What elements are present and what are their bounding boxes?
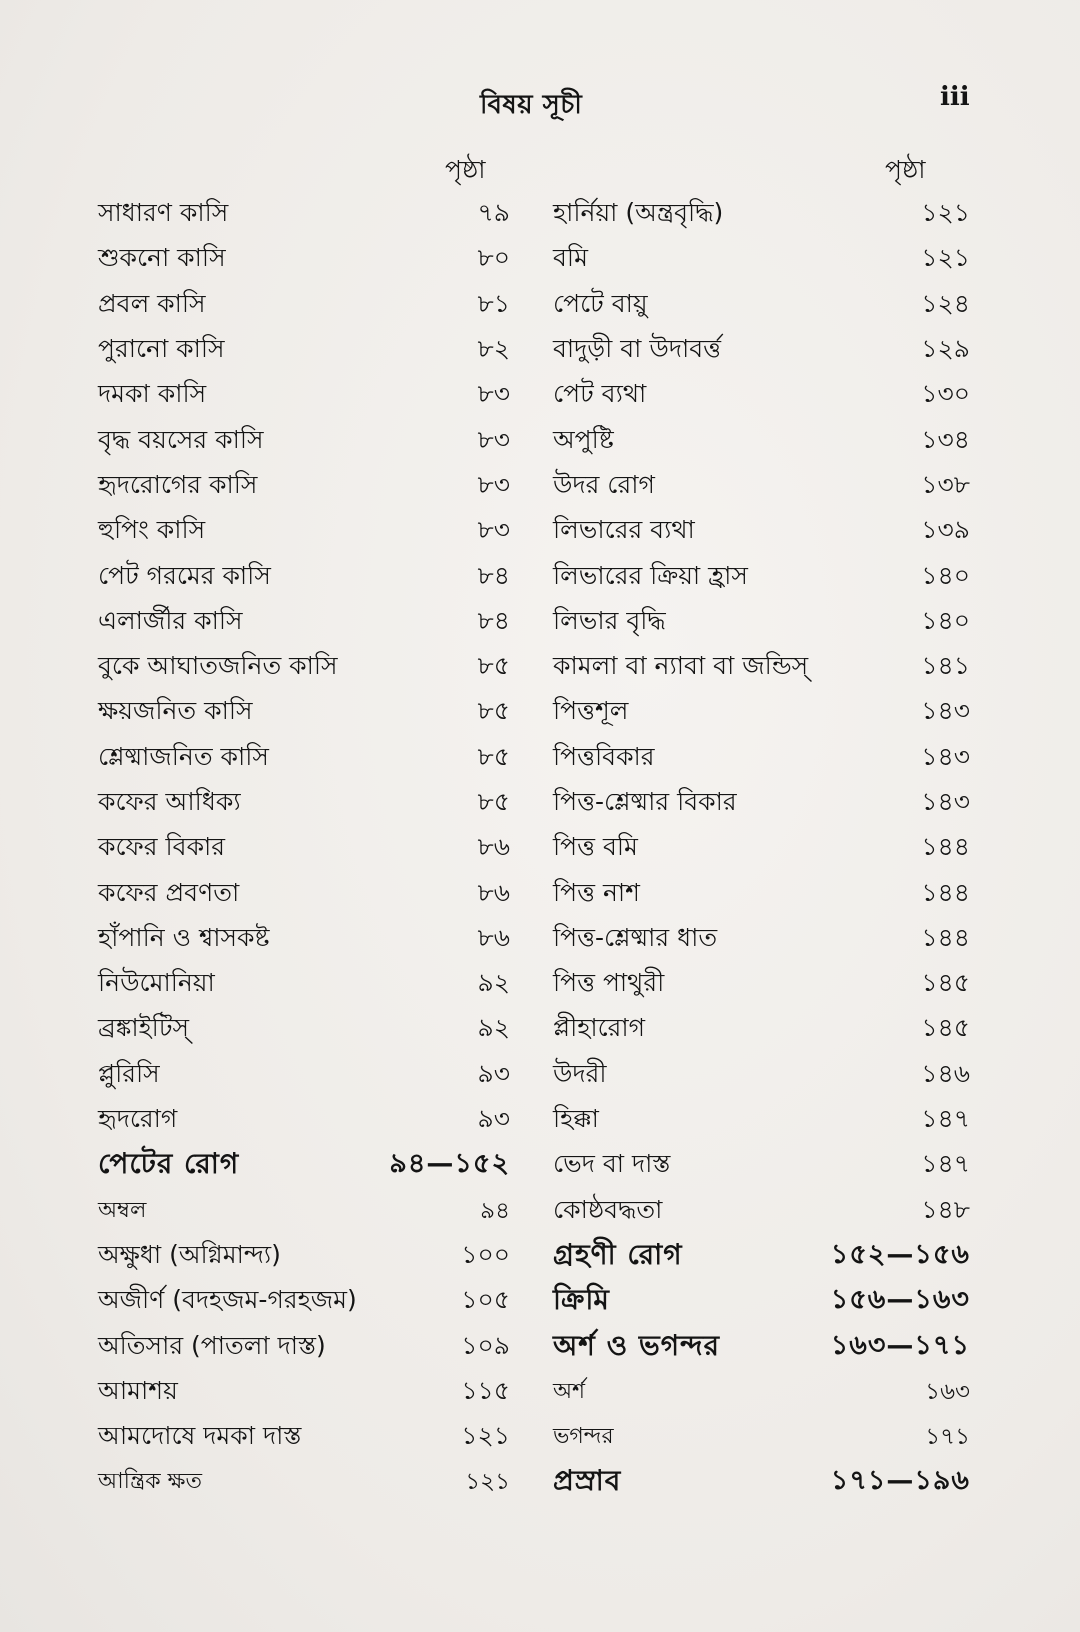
section-heading-entry [553,1324,970,1369]
entry-label: লিভারের ব্যথা [553,515,695,545]
index-entry [98,1460,510,1505]
entry-label: হৃদরোগ [98,1104,178,1134]
index-entry [553,917,970,962]
index-entry [553,237,970,282]
entry-label: দমকা কাসি [98,379,207,409]
index-entry [553,1143,970,1188]
entry-label: ব্রঙ্কাইটিস্ [98,1013,189,1043]
entry-label: এলার্জীর কাসি [98,605,243,635]
index-entry [98,1098,510,1143]
section-heading-entry [553,1234,970,1279]
index-entry [553,418,970,463]
entry-page-number: ৮০ [477,243,510,273]
index-entry [98,1007,510,1052]
entry-page-number: ৮৫ [477,741,510,771]
entry-page-number: ৮৫ [477,787,510,816]
right-page-column-heading: পৃষ্ঠা [885,155,926,184]
entry-label: উদর রোগ [553,469,655,499]
index-entry [98,826,510,871]
index-entry [553,962,970,1007]
index-entry [98,690,510,735]
entry-page-number: ১৪৫ [921,968,970,998]
entry-label: পিত্তবিকার [553,741,655,771]
index-entry [98,917,510,962]
section-heading-entry [98,1143,510,1188]
entry-page-number: ১৪১ [921,651,970,681]
entry-label: অতিসার (পাতলা দাস্ত) [98,1330,326,1360]
entry-label: শ্লেষ্মাজনিত কাসি [98,741,269,771]
entry-label: গ্রহণী রোগ [553,1237,683,1271]
index-entry [553,690,970,735]
entry-page-number: ১৬৩—১৭১ [830,1329,970,1361]
entry-label: ক্ষয়জনিত কাসি [98,696,253,726]
entry-label: হুপিং কাসি [98,515,206,545]
entry-label: কফের আধিক্য [98,787,241,816]
entry-label: কোষ্ঠবদ্ধতা [553,1194,663,1224]
left-index-column [98,192,510,1506]
index-entry [553,736,970,781]
entry-label: হাঁপানি ও শ্বাসকষ্ট [98,922,270,952]
entry-page-number: ৮৫ [477,651,510,681]
index-entry [553,192,970,237]
entry-page-number: ১২৯ [921,334,970,364]
entry-page-number: ১৪৩ [921,696,970,726]
entry-page-number: ১০৫ [461,1285,510,1315]
entry-page-number: ১০০ [461,1239,510,1269]
entry-label: হিক্কা [553,1104,599,1134]
entry-label: সাধারণ কাসি [98,198,229,228]
index-entry [98,1189,510,1234]
entry-page-number: ৮১ [477,288,510,318]
index-entry [553,464,970,509]
entry-page-number: ১১৫ [461,1375,510,1405]
index-entry [98,464,510,509]
entry-page-number: ১০৯ [461,1330,510,1360]
entry-label: পেট গরমের কাসি [98,560,271,590]
entry-page-number: ১৫২—১৫৬ [830,1238,970,1270]
index-entry [98,600,510,645]
entry-page-number: ৯২ [477,1013,510,1043]
entry-label: ভেদ বা দাস্ত [553,1149,671,1179]
section-heading-entry [553,1460,970,1505]
entry-page-number: ১৬৩ [925,1378,970,1405]
entry-page-number: ১৪৬ [921,1058,970,1088]
entry-page-number: ১২৪ [921,288,970,318]
entry-label: বমি [553,243,588,273]
entry-page-number: ১৩৪ [921,424,970,454]
entry-page-number: ১৩০ [921,379,970,409]
index-entry [98,1415,510,1460]
entry-label: পিত্ত নাশ [553,877,640,907]
entry-page-number: ১৪০ [921,560,970,590]
index-entry [553,283,970,328]
entry-page-number: ৯৪ [480,1197,510,1224]
index-entry [98,418,510,463]
entry-page-number: ১৪৪ [921,832,970,862]
entry-label: প্রবল কাসি [98,288,206,318]
index-entry [553,328,970,373]
entry-label: নিউমোনিয়া [98,968,215,998]
entry-label: প্রস্রাব [553,1464,622,1498]
entry-page-number: ৮২ [477,334,510,364]
index-entry [98,1279,510,1324]
entry-label: ক্রিমি [553,1283,610,1317]
index-entry [98,237,510,282]
entry-page-number: ৯৩ [477,1104,510,1134]
entry-page-number: ৮৬ [477,922,510,952]
entry-page-number: ৮৬ [477,832,510,862]
left-page-column-heading: পৃষ্ঠা [445,155,486,184]
entry-label: কফের বিকার [98,832,226,862]
entry-page-number: ১২১ [465,1469,510,1496]
entry-page-number: ৮৪ [477,560,510,590]
index-entry [553,1007,970,1052]
entry-label: পেটের রোগ [98,1147,240,1181]
entry-label: অর্শ ও ভগন্দর [553,1328,721,1362]
entry-label: কামলা বা ন্যাবা বা জন্ডিস্ [553,651,809,681]
entry-page-number: ১৪৩ [921,741,970,771]
entry-label: ভগন্দর [553,1424,614,1450]
entry-page-number: ৮৬ [477,877,510,907]
entry-label: অপুষ্টি [553,424,614,454]
index-entry [553,645,970,690]
entry-label: পুরানো কাসি [98,334,225,364]
entry-label: অম্বল [98,1197,147,1223]
entry-label: পিত্তশূল [553,696,629,726]
index-entry [98,871,510,916]
right-index-column [553,192,970,1506]
entry-label: পিত্ত-শ্লেষ্মার বিকার [553,787,737,816]
index-entry [98,1234,510,1279]
index-entry [98,1324,510,1369]
entry-label: কফের প্রবণতা [98,877,240,907]
entry-label: অজীর্ণ (বদহজম-গরহজম) [98,1285,357,1315]
entry-page-number: ১৭১—১৯৬ [830,1465,970,1497]
entry-page-number: ১৪৪ [921,877,970,907]
index-entry [98,328,510,373]
entry-label: পেট ব্যথা [553,379,647,409]
index-entry [98,554,510,599]
entry-page-number: ১২১ [921,243,970,273]
entry-page-number: ১৪৮ [921,1194,970,1224]
entry-label: পিত্ত বমি [553,832,638,862]
index-entry [98,962,510,1007]
entry-label: হৃদরোগের কাসি [98,469,258,499]
entry-label: বুকে আঘাতজনিত কাসি [98,651,338,681]
entry-page-number: ১৩৮ [921,469,970,499]
entry-page-number: ৮৩ [477,379,510,409]
entry-page-number: ৮৫ [477,696,510,726]
index-entry [98,283,510,328]
index-entry [98,192,510,237]
page-number: iii [940,82,970,112]
index-entry [98,373,510,418]
entry-page-number: ৮৩ [477,424,510,454]
entry-label: পিত্ত-শ্লেষ্মার ধাত [553,922,718,952]
entry-page-number: ১৪৭ [921,1149,970,1179]
entry-page-number: ১২১ [461,1421,510,1451]
entry-page-number: ১২১ [921,198,970,228]
entry-label: উদরী [553,1058,607,1088]
entry-page-number: ১৪০ [921,605,970,635]
entry-label: পেটে বায়ু [553,288,648,318]
index-entry [553,600,970,645]
entry-label: আমদোষে দমকা দাস্ত [98,1421,302,1451]
section-heading-entry [553,1279,970,1324]
index-entry [553,1415,970,1460]
page-title: বিষয় সূচী [480,90,583,120]
entry-page-number: ১৫৬—১৬৩ [830,1284,970,1316]
index-entry [98,781,510,826]
entry-label: হার্নিয়া (অন্ত্রবৃদ্ধি) [553,198,724,228]
entry-page-number: ৯৩ [477,1058,510,1088]
index-entry [553,554,970,599]
entry-label: আন্ত্রিক ক্ষত [98,1469,202,1495]
entry-page-number: ৭৯ [477,198,510,228]
index-entry [553,1098,970,1143]
entry-label: অক্ষুধা (অগ্নিমান্দ্য) [98,1239,281,1269]
entry-label: লিভারের ক্রিয়া হ্রাস [553,560,748,590]
index-entry [553,1189,970,1234]
entry-label: পিত্ত পাথুরী [553,968,665,998]
entry-label: প্লুরিসি [98,1058,160,1088]
entry-label: প্লীহারোগ [553,1013,646,1043]
entry-label: অর্শ [553,1378,586,1404]
index-entry [553,826,970,871]
index-entry [553,781,970,826]
index-entry [553,1053,970,1098]
entry-label: বৃদ্ধ বয়সের কাসি [98,424,264,454]
index-entry [98,1053,510,1098]
entry-page-number: ১৭১ [925,1424,970,1451]
index-entry [553,509,970,554]
entry-page-number: ৯২ [477,968,510,998]
entry-page-number: ১৪৪ [921,922,970,952]
entry-label: বাদুড়ী বা উদাবর্ত্ত [553,334,722,364]
entry-page-number: ১৩৯ [921,515,970,545]
entry-page-number: ৮৪ [477,605,510,635]
index-entry [98,736,510,781]
entry-label: শুকনো কাসি [98,243,226,273]
entry-page-number: ৮৩ [477,469,510,499]
index-entry [98,1370,510,1415]
index-entry [98,645,510,690]
entry-page-number: ৯৪—১৫২ [389,1148,510,1180]
index-entry [553,373,970,418]
index-entry [553,1370,970,1415]
entry-label: আমাশয় [98,1375,178,1405]
entry-page-number: ৮৩ [477,515,510,545]
entry-page-number: ১৪৫ [921,1013,970,1043]
index-entry [553,871,970,916]
index-entry [98,509,510,554]
entry-page-number: ১৪৩ [921,787,970,816]
entry-label: লিভার বৃদ্ধি [553,605,666,635]
entry-page-number: ১৪৭ [921,1104,970,1134]
